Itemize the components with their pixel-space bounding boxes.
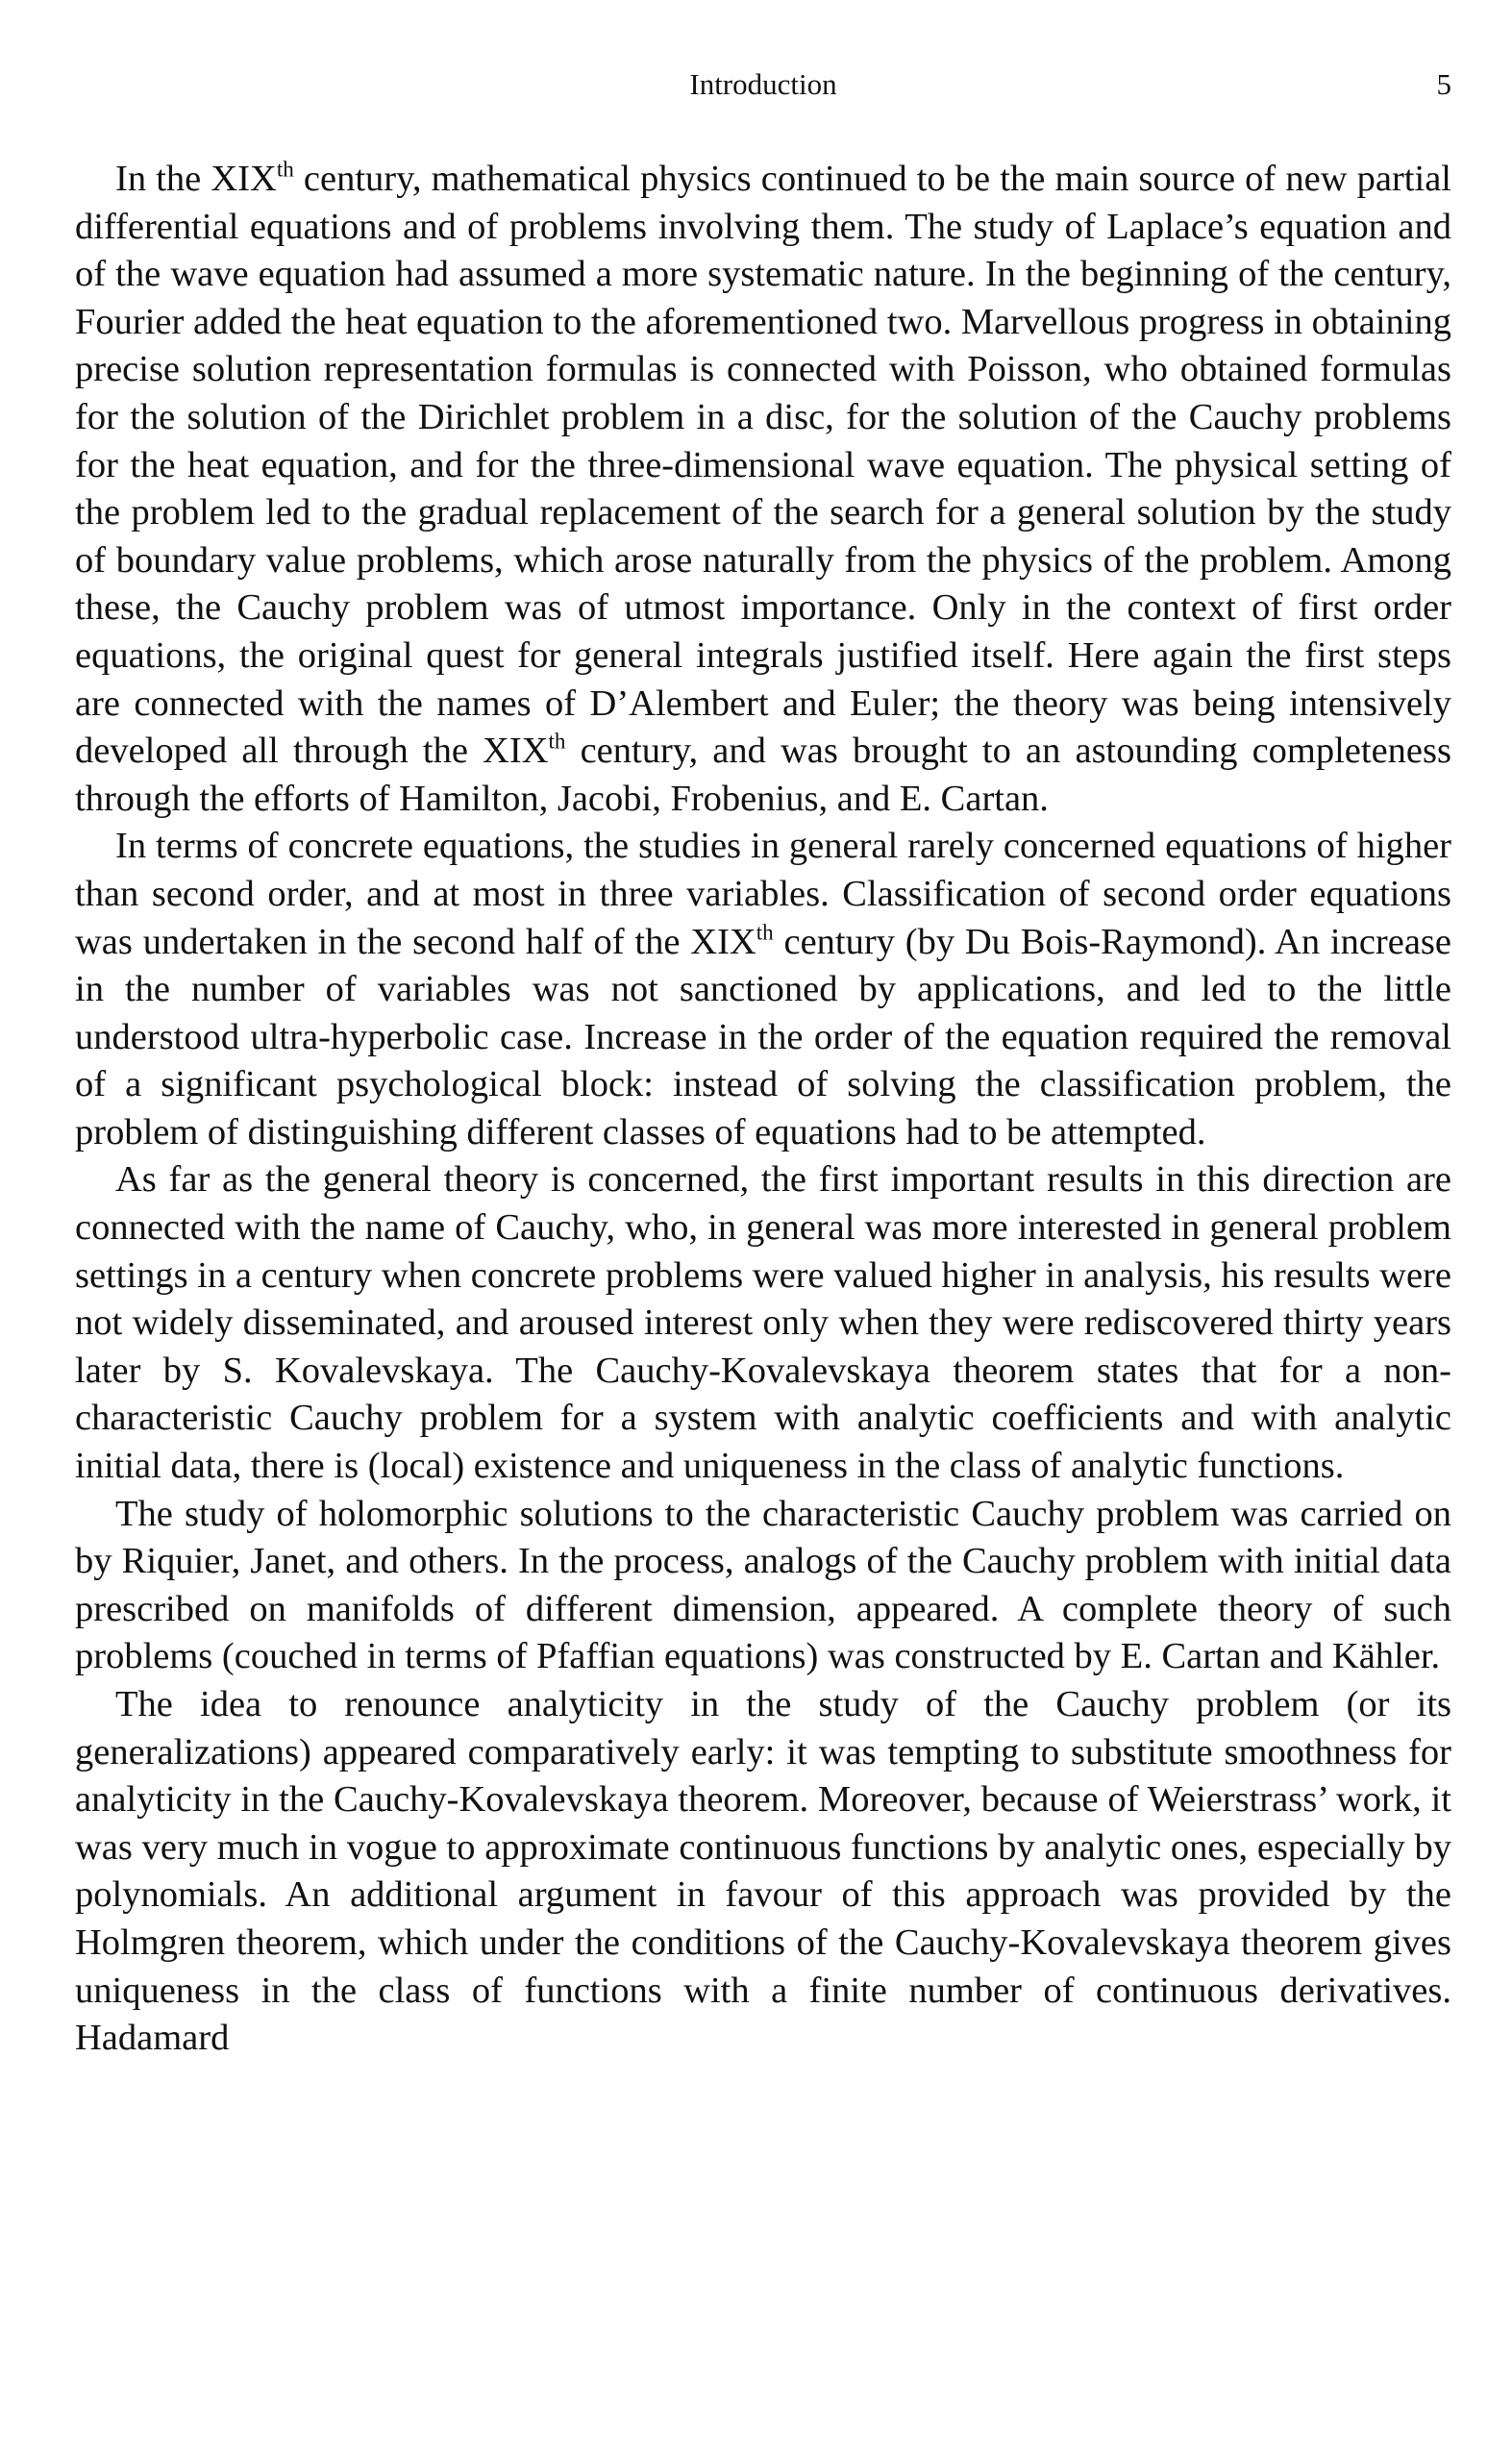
paragraph-text: As far as the general theory is concerned, the first important results in this direction are connected with the name of Cauchy, who, in general was more interested in general problem settings in a century when concrete problems were valued higher in analysis, his results were not widely disseminated, and aroused interest only when they were rediscovered thirty years later by S. Kovalevskaya. The Cauchy-Kovalevskaya theorem states that for a non-characteristic Cauchy problem for a system with analytic coefficients and with analytic initial data, there is (local) existence and uniqueness in the class of analytic functions.	[75, 1159, 1451, 1487]
running-header	[75, 63, 1451, 106]
body-text	[75, 156, 1451, 2063]
paragraph-1	[75, 156, 1451, 823]
paragraph-4	[75, 1491, 1451, 1681]
superscript: th	[548, 728, 566, 754]
superscript: th	[756, 919, 774, 945]
paragraph-text: century (by Du Bois-Raymond). An increase in the number of variables was not sanctioned by applications, and led to the little understood ultra-hyperbolic case. Increase in the order of the equation required the removal of a significant psychological block: instead of solving the classification problem, the problem of distinguishing different classes of equations had to be attempted.	[75, 921, 1451, 1153]
paragraph-text: In the XIX	[115, 159, 277, 199]
paragraph-text: century, and was brought to an astounding completeness through the efforts of Hamilton, Jacobi, Frobenius, and E. Cartan.	[75, 731, 1451, 819]
superscript: th	[276, 156, 294, 182]
running-title: Introduction	[689, 67, 837, 101]
paragraph-text: The study of holomorphic solutions to the characteristic Cauchy problem was carried on by Riquier, Janet, and others. In the process, analogs of the Cauchy problem with initial data prescribed on manifolds of different dimension, appeared. A complete theory of such problems (couched in terms of Pfaffian equations) was constructed by E. Cartan and Kähler.	[75, 1493, 1451, 1677]
paragraph-5	[75, 1681, 1451, 2063]
paragraph-3	[75, 1156, 1451, 1490]
paragraph-text: century, mathematical physics continued to be the main source of new partial differential equations and of problems involving them. The study of Laplace’s equation and of the wave equation had assumed a more systematic nature. In the beginning of the century, Fourier added the heat equation to the aforementioned two. Marvellous progress in obtaining precise solution representation formulas is connected with Poisson, who obtained formulas for the solution of the Dirichlet problem in a disc, for the solution of the Cauchy problems for the heat equation, and for the three-dimensional wave equation. The physical setting of the problem led to the gradual replacement of the search for a general solution by the study of boundary value problems, which arose naturally from the physics of the problem. Among these, the Cauchy problem was of utmost importance. Only in the context of first order equations, the original quest for general integrals justified itself. Here again the first steps are connected with the names of D’Alembert and Euler; the theory was being intensively developed all through the XIX	[75, 159, 1451, 772]
paragraph-text: In terms of concrete equations, the studies in general rarely concerned equations of higher than second order, and at most in three variables. Classification of second order equations was undertaken in the second half of the XIX	[75, 826, 1451, 962]
paragraph-text: The idea to renounce analyticity in the study of the Cauchy problem (or its generalizations) appeared comparatively early: it was tempting to substitute smoothness for analyticity in the Cauchy-Kovalevskaya theorem. Moreover, because of Weierstrass’ work, it was very much in vogue to approximate continuous functions by analytic ones, especially by polynomials. An additional argument in favour of this approach was provided by the Holmgren theorem, which under the conditions of the Cauchy-Kovalevskaya theorem gives uniqueness in the class of functions with a finite number of continuous derivatives. Hadamard	[75, 1684, 1451, 2059]
paragraph-2	[75, 823, 1451, 1156]
page-number: 5	[1436, 67, 1451, 101]
